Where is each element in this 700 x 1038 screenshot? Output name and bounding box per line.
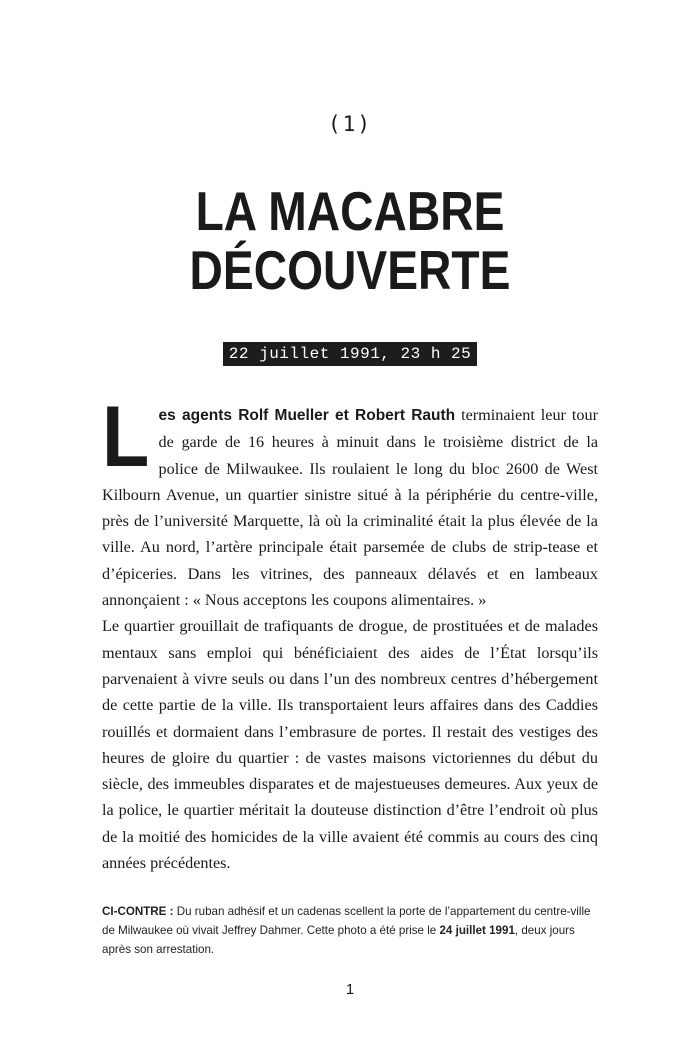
page-number: 1 bbox=[345, 981, 355, 998]
drop-cap: L bbox=[102, 389, 150, 485]
body-text bbox=[102, 389, 598, 876]
paragraph-1-text: terminaient leur tour de garde de 16 heures à minuit dans le troisième district de la police de Milwaukee. Ils roulaient le long du bloc 2600 de West Kilbourn Avenue, un quartier sinistre situé à la périphérie du centre-ville, près de l’université Marquette, là où la criminalité était la plus élevée de la ville. Au nord, l’artère principale était parsemée de clubs de strip-tease et d’épiceries. Dans les vitrines, des panneaux délavés et en lambeaux annonçaient : « Nous acceptons les coupons alimentaires. » bbox=[102, 406, 598, 610]
chapter-title bbox=[56, 182, 644, 300]
date-badge-wrapper bbox=[0, 342, 700, 366]
caption-label: CI-CONTRE : bbox=[102, 905, 174, 918]
paragraph-1 bbox=[102, 389, 598, 613]
caption-text-after: , deux jours après son arrestation. bbox=[102, 924, 575, 956]
chapter-number: (1) bbox=[328, 112, 372, 136]
caption-date: 24 juillet 1991 bbox=[439, 924, 515, 937]
caption-text-before: Du ruban adhésif et un cadenas scellent la porte de l’appartement du centre-ville de Milwaukee où vivait Jeffrey Dahmer. Cette photo a été prise le bbox=[102, 905, 591, 937]
lead-in: es agents Rolf Mueller et Robert Rauth bbox=[158, 407, 456, 424]
chapter-title-line-1: LA MACABRE bbox=[195, 180, 505, 242]
photo-caption bbox=[102, 902, 598, 959]
date-badge: 22 juillet 1991, 23 h 25 bbox=[223, 342, 477, 366]
chapter-title-line-2: DÉCOUVERTE bbox=[189, 239, 511, 301]
paragraph-2: Le quartier grouillait de trafiquants de drogue, de prostituées et de malades mentaux sans emploi qui bénéficiaient des aides de l’État lorsqu’ils parvenaient à vivre seuls ou dans l’un des nombreux centres d’hébergement de cette partie de la ville. Ils transportaient leurs affaires dans des Caddies rouillés et dormaient dans l’embrasure de portes. Il restait des vestiges des heures de gloire du quartier : de vastes maisons victoriennes du début du siècle, des immeubles disparates et de majestueuses demeures. Aux yeux de la police, le quartier méritait la douteuse distinction d’être l’endroit où plus de la moitié des homicides de la ville avaient été commis au cours des cinq années précédentes. bbox=[102, 617, 598, 873]
